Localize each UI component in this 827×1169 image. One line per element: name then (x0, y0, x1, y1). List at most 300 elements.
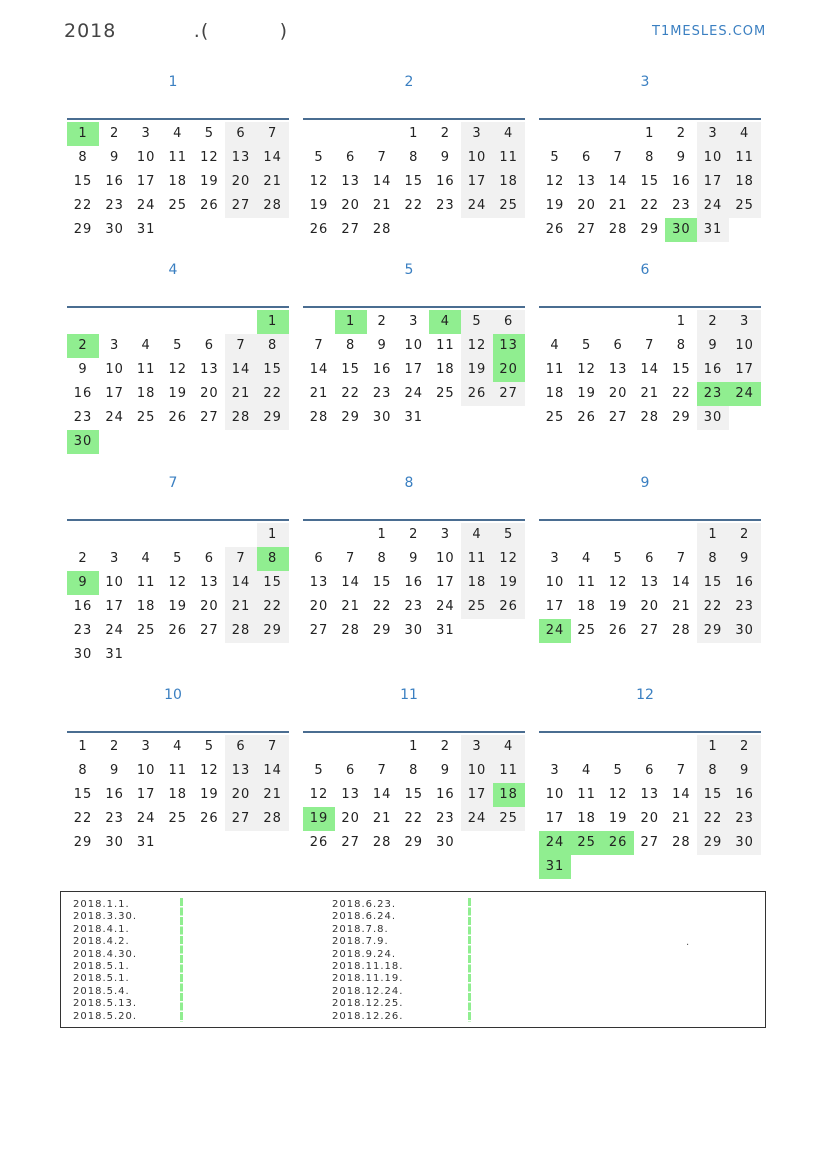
day-cell: 18 (168, 174, 188, 189)
day-cell: 22 (672, 386, 691, 401)
day-cell: 13 (640, 787, 660, 802)
holiday-date: 2018.5.20. (73, 1010, 138, 1022)
day-cell: 8 (345, 338, 356, 353)
weekend-day-cell: 2 (729, 735, 761, 759)
day-cell: 29 (341, 410, 360, 425)
day-cell: 13 (608, 362, 628, 377)
day-cell: 7 (314, 338, 324, 353)
day-cell: 4 (581, 551, 592, 566)
day-cell: 3 (440, 527, 451, 542)
weekend-day-cell: 18 (461, 571, 493, 595)
day-cell: 24 (136, 811, 156, 826)
holiday-date: 2018.5.1. (73, 973, 130, 985)
day-cell: 20 (608, 386, 628, 401)
month-rule (539, 118, 761, 120)
day-cell: 17 (105, 599, 124, 614)
day-cell: 13 (200, 575, 219, 590)
holiday-day-cell: 30 (67, 430, 99, 454)
weekend-day-cell: 15 (257, 358, 289, 382)
day-cell: 26 (608, 623, 628, 638)
weekend-day-cell: 27 (225, 807, 257, 831)
weekend-day-cell: 11 (729, 146, 761, 170)
holiday-day-cell: 23 (697, 382, 729, 406)
weekend-day-cell: 30 (729, 831, 761, 855)
day-cell: 31 (136, 222, 156, 237)
weekend-day-cell: 20 (225, 783, 257, 807)
day-cell: 13 (341, 787, 360, 802)
day-cell: 24 (136, 198, 156, 213)
day-cell: 18 (436, 362, 455, 377)
day-cell: 15 (73, 174, 93, 189)
day-cell: 8 (78, 763, 88, 778)
weekend-day-cell: 5 (493, 523, 525, 547)
day-cell: 4 (141, 551, 151, 566)
day-cell: 18 (545, 386, 565, 401)
month-name: 10 (164, 687, 182, 703)
day-cell: 20 (341, 198, 360, 213)
day-cell: 8 (78, 150, 88, 165)
holiday-list-column-1 (73, 899, 137, 1023)
holiday-day-cell: 1 (257, 310, 289, 334)
weekend-day-cell: 29 (697, 831, 729, 855)
day-cell: 24 (105, 410, 124, 425)
day-cell: 10 (545, 575, 565, 590)
day-cell: 11 (136, 575, 156, 590)
weekend-day-cell: 10 (697, 146, 729, 170)
day-cell: 9 (377, 338, 387, 353)
day-cell: 23 (372, 386, 392, 401)
weekend-day-cell: 3 (461, 122, 493, 146)
day-cell: 5 (613, 763, 623, 778)
weekend-day-cell: 25 (729, 194, 761, 218)
day-cell: 28 (309, 410, 329, 425)
day-cell: 4 (173, 739, 183, 754)
weekend-day-cell: 19 (461, 358, 493, 382)
holiday-date: 2018.7.8. (332, 923, 389, 935)
weekend-day-cell: 5 (461, 310, 493, 334)
weekend-day-cell: 4 (493, 122, 525, 146)
day-cell: 27 (608, 410, 628, 425)
day-cell: 27 (341, 835, 360, 850)
holiday-day-cell: 30 (665, 218, 697, 242)
weekend-day-cell: 23 (729, 807, 761, 831)
weekend-day-cell: 10 (729, 334, 761, 358)
day-cell: 14 (309, 362, 329, 377)
month-1 (67, 74, 289, 244)
weekend-day-cell: 15 (697, 571, 729, 595)
day-cell: 31 (404, 410, 424, 425)
day-cell: 19 (608, 811, 628, 826)
day-cell: 5 (173, 551, 183, 566)
weekend-day-cell: 14 (225, 571, 257, 595)
weekend-day-cell: 22 (697, 595, 729, 619)
day-cell: 4 (581, 763, 592, 778)
day-cell: 23 (73, 623, 93, 638)
day-cell: 1 (409, 126, 419, 141)
holiday-day-cell: 8 (257, 547, 289, 571)
weekend-day-cell: 2 (729, 523, 761, 547)
day-cell: 17 (404, 362, 424, 377)
day-cell: 5 (204, 126, 215, 141)
day-cell: 2 (409, 527, 419, 542)
holiday-date: 2018.11.19. (332, 973, 404, 985)
day-cell: 21 (372, 198, 392, 213)
weekend-day-cell: 30 (697, 406, 729, 430)
month-rule (539, 306, 761, 308)
weekend-day-cell: 16 (697, 358, 729, 382)
month-rule (67, 519, 289, 521)
month-10 (67, 687, 289, 857)
day-cell: 22 (404, 198, 424, 213)
day-cell: 27 (200, 410, 219, 425)
day-cell: 25 (577, 623, 596, 638)
site-brand-link[interactable]: T1MESLES.COM (652, 24, 767, 39)
day-cell: 5 (204, 739, 215, 754)
weekend-day-cell: 28 (225, 619, 257, 643)
day-cell: 28 (341, 623, 360, 638)
day-cell: 11 (577, 575, 596, 590)
day-cell: 3 (550, 763, 560, 778)
month-name: 12 (636, 687, 654, 703)
day-cell: 2 (440, 126, 451, 141)
weekend-day-cell: 18 (493, 170, 525, 194)
month-name: 8 (404, 475, 414, 491)
day-cell: 27 (577, 222, 596, 237)
holiday-date: 2018.12.26. (332, 1010, 404, 1022)
day-cell: 26 (577, 410, 596, 425)
day-cell: 15 (640, 174, 660, 189)
day-cell: 1 (676, 314, 687, 329)
weekend-day-cell: 31 (697, 218, 729, 242)
day-cell: 12 (545, 174, 565, 189)
day-cell: 24 (105, 623, 124, 638)
day-cell: 2 (78, 551, 88, 566)
holiday-day-cell: 26 (602, 831, 634, 855)
weekend-day-cell: 11 (493, 759, 525, 783)
day-cell: 30 (436, 835, 455, 850)
day-cell: 12 (608, 787, 628, 802)
weekend-day-cell: 30 (729, 619, 761, 643)
month-rule (67, 306, 289, 308)
day-cell: 20 (341, 811, 360, 826)
day-cell: 12 (309, 174, 329, 189)
day-cell: 2 (377, 314, 387, 329)
day-cell: 9 (109, 763, 120, 778)
day-cell: 13 (577, 174, 596, 189)
weekend-day-cell: 13 (225, 146, 257, 170)
month-6 (539, 262, 761, 432)
weekend-day-cell: 27 (225, 194, 257, 218)
day-cell: 5 (173, 338, 183, 353)
day-cell: 9 (109, 150, 120, 165)
day-cell: 11 (436, 338, 455, 353)
day-cell: 17 (136, 174, 156, 189)
day-cell: 19 (545, 198, 565, 213)
day-cell: 20 (200, 599, 219, 614)
weekend-day-cell: 8 (697, 547, 729, 571)
day-cell: 26 (168, 410, 188, 425)
day-cell: 26 (309, 222, 329, 237)
day-cell: 24 (436, 599, 455, 614)
holiday-date: 2018.5.13. (73, 998, 138, 1010)
day-cell: 13 (309, 575, 329, 590)
day-cell: 28 (640, 410, 660, 425)
month-rule (303, 519, 525, 521)
month-7 (67, 475, 289, 669)
day-cell: 13 (341, 174, 360, 189)
day-cell: 11 (168, 150, 188, 165)
weekend-day-cell: 21 (225, 595, 257, 619)
holiday-day-cell: 1 (67, 122, 99, 146)
weekend-day-cell: 29 (697, 619, 729, 643)
day-cell: 24 (404, 386, 424, 401)
day-cell: 26 (200, 811, 219, 826)
weekend-day-cell: 9 (729, 759, 761, 783)
weekend-day-cell: 11 (493, 146, 525, 170)
weekend-day-cell: 10 (461, 759, 493, 783)
day-cell: 6 (204, 338, 215, 353)
day-cell: 17 (545, 811, 565, 826)
day-cell: 23 (436, 811, 455, 826)
day-cell: 25 (436, 386, 455, 401)
weekend-day-cell: 20 (225, 170, 257, 194)
month-name: 9 (640, 475, 650, 491)
day-cell: 3 (109, 551, 120, 566)
day-cell: 20 (640, 599, 660, 614)
day-cell: 28 (608, 222, 628, 237)
weekend-day-cell: 4 (729, 122, 761, 146)
day-cell: 28 (672, 623, 691, 638)
day-cell: 27 (640, 623, 660, 638)
weekend-day-cell: 25 (493, 807, 525, 831)
day-cell: 20 (640, 811, 660, 826)
day-cell: 18 (168, 787, 188, 802)
month-rule (67, 118, 289, 120)
day-cell: 25 (136, 623, 156, 638)
holiday-date: 2018.5.1. (73, 961, 130, 973)
day-cell: 12 (577, 362, 596, 377)
day-cell: 20 (577, 198, 596, 213)
day-cell: 30 (404, 623, 424, 638)
holiday-date: 2018.4.2. (73, 936, 130, 948)
month-rule (539, 731, 761, 733)
day-cell: 14 (372, 174, 392, 189)
weekend-day-cell: 9 (729, 547, 761, 571)
holiday-list (60, 891, 766, 1028)
weekend-day-cell: 25 (493, 194, 525, 218)
day-cell: 30 (105, 835, 124, 850)
day-cell: 17 (436, 575, 455, 590)
weekend-day-cell: 8 (697, 759, 729, 783)
weekend-day-cell: 7 (225, 547, 257, 571)
weekend-day-cell: 1 (697, 735, 729, 759)
weekend-day-cell: 6 (493, 310, 525, 334)
day-cell: 12 (608, 575, 628, 590)
month-name: 11 (400, 687, 418, 703)
day-cell: 1 (409, 739, 419, 754)
weekend-day-cell: 2 (697, 310, 729, 334)
day-cell: 16 (73, 386, 93, 401)
weekend-day-cell: 26 (461, 382, 493, 406)
day-cell: 10 (404, 338, 424, 353)
day-cell: 10 (105, 575, 124, 590)
day-cell: 21 (341, 599, 360, 614)
day-cell: 7 (613, 150, 623, 165)
weekend-day-cell: 24 (697, 194, 729, 218)
weekend-day-cell: 14 (257, 146, 289, 170)
day-cell: 26 (200, 198, 219, 213)
day-cell: 4 (141, 338, 151, 353)
day-cell: 2 (109, 739, 120, 754)
day-cell: 16 (436, 787, 455, 802)
month-name: 1 (168, 74, 178, 90)
day-cell: 19 (168, 386, 188, 401)
day-cell: 18 (577, 811, 596, 826)
day-cell: 26 (545, 222, 565, 237)
month-name: 7 (168, 475, 178, 491)
day-cell: 25 (168, 811, 188, 826)
day-cell: 16 (105, 787, 124, 802)
month-12 (539, 687, 761, 881)
day-cell: 1 (645, 126, 655, 141)
holiday-day-cell: 19 (303, 807, 335, 831)
day-cell: 18 (136, 386, 156, 401)
month-rule (303, 118, 525, 120)
day-cell: 5 (550, 150, 560, 165)
holiday-date: 2018.1.1. (73, 899, 130, 910)
month-name: 5 (404, 262, 414, 278)
weekend-day-cell: 4 (493, 735, 525, 759)
day-cell: 19 (577, 386, 596, 401)
day-cell: 22 (640, 198, 660, 213)
weekend-day-cell: 19 (493, 571, 525, 595)
holiday-divider-1 (180, 898, 183, 1022)
day-cell: 21 (309, 386, 329, 401)
day-cell: 16 (404, 575, 424, 590)
day-cell: 29 (372, 623, 392, 638)
day-cell: 30 (73, 647, 93, 662)
day-cell: 16 (672, 174, 691, 189)
weekend-day-cell: 10 (461, 146, 493, 170)
day-cell: 31 (436, 623, 455, 638)
day-cell: 22 (73, 198, 93, 213)
weekend-day-cell: 28 (257, 807, 289, 831)
month-8 (303, 475, 525, 645)
day-cell: 23 (404, 599, 424, 614)
day-cell: 17 (136, 787, 156, 802)
day-cell: 21 (372, 811, 392, 826)
holiday-day-cell: 1 (335, 310, 367, 334)
day-cell: 27 (640, 835, 660, 850)
day-cell: 14 (672, 787, 691, 802)
day-cell: 2 (109, 126, 120, 141)
day-cell: 8 (377, 551, 387, 566)
day-cell: 5 (613, 551, 623, 566)
day-cell: 9 (440, 150, 451, 165)
month-name: 3 (640, 74, 650, 90)
holiday-day-cell: 24 (729, 382, 761, 406)
day-cell: 17 (105, 386, 124, 401)
month-rule (67, 731, 289, 733)
day-cell: 28 (672, 835, 691, 850)
day-cell: 26 (309, 835, 329, 850)
day-cell: 9 (78, 362, 88, 377)
day-cell: 23 (436, 198, 455, 213)
holiday-day-cell: 4 (429, 310, 461, 334)
weekend-day-cell: 22 (697, 807, 729, 831)
weekend-day-cell: 16 (729, 571, 761, 595)
day-cell: 19 (168, 599, 188, 614)
month-rule (303, 306, 525, 308)
holiday-date: 2018.4.1. (73, 923, 130, 935)
weekend-day-cell: 24 (461, 807, 493, 831)
month-name: 4 (168, 262, 178, 278)
day-cell: 7 (676, 763, 687, 778)
day-cell: 10 (136, 763, 156, 778)
weekend-day-cell: 7 (257, 122, 289, 146)
day-cell: 11 (545, 362, 565, 377)
day-cell: 18 (577, 599, 596, 614)
weekend-day-cell: 1 (257, 523, 289, 547)
day-cell: 4 (550, 338, 560, 353)
day-cell: 28 (372, 835, 392, 850)
weekend-day-cell: 17 (729, 358, 761, 382)
holiday-day-cell: 2 (67, 334, 99, 358)
weekend-day-cell: 28 (257, 194, 289, 218)
day-cell: 29 (672, 410, 691, 425)
day-cell: 17 (545, 599, 565, 614)
day-cell: 14 (672, 575, 691, 590)
month-2 (303, 74, 525, 244)
day-cell: 20 (200, 386, 219, 401)
weekend-day-cell: 12 (461, 334, 493, 358)
weekend-day-cell: 29 (257, 619, 289, 643)
day-cell: 3 (141, 126, 151, 141)
weekend-day-cell: 4 (461, 523, 493, 547)
day-cell: 28 (372, 222, 392, 237)
weekend-day-cell: 17 (461, 783, 493, 807)
holiday-date: 2018.6.24. (332, 911, 397, 923)
day-cell: 19 (200, 174, 219, 189)
day-cell: 16 (105, 174, 124, 189)
day-cell: 1 (78, 739, 88, 754)
day-cell: 16 (372, 362, 392, 377)
day-cell: 9 (440, 763, 451, 778)
day-cell: 10 (436, 551, 455, 566)
day-cell: 7 (645, 338, 655, 353)
day-cell: 21 (640, 386, 660, 401)
day-cell: 3 (409, 314, 419, 329)
weekend-day-cell: 7 (225, 334, 257, 358)
weekend-day-cell: 16 (729, 783, 761, 807)
holiday-date: 2018.11.18. (332, 961, 404, 973)
day-cell: 6 (204, 551, 215, 566)
page-title: 2018 .( ) (64, 20, 289, 42)
day-cell: 22 (372, 599, 392, 614)
weekend-day-cell: 6 (225, 122, 257, 146)
day-cell: 5 (581, 338, 592, 353)
weekend-day-cell: 28 (225, 406, 257, 430)
weekend-day-cell: 8 (257, 334, 289, 358)
holiday-day-cell: 9 (67, 571, 99, 595)
day-cell: 7 (377, 763, 387, 778)
day-cell: 8 (676, 338, 687, 353)
month-9 (539, 475, 761, 645)
day-cell: 13 (640, 575, 660, 590)
holiday-day-cell: 20 (493, 358, 525, 382)
weekend-day-cell: 21 (257, 170, 289, 194)
day-cell: 30 (372, 410, 392, 425)
